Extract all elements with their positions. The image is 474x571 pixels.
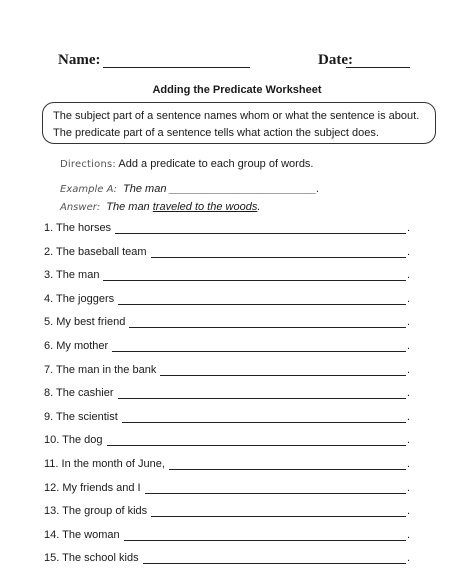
item-prompt: 15. The school kids xyxy=(44,552,139,564)
worksheet-item xyxy=(44,340,410,354)
answer-line[interactable] xyxy=(169,469,406,470)
example-label: Example A: xyxy=(60,184,117,195)
answer-line[interactable] xyxy=(112,351,406,352)
item-prompt: 11. In the month of June, xyxy=(44,458,165,470)
example-blank: ________________________ xyxy=(169,183,317,195)
answer-end: . xyxy=(257,201,261,213)
answer-line[interactable] xyxy=(124,540,406,541)
directions xyxy=(60,158,314,170)
item-period: . xyxy=(406,482,410,494)
example xyxy=(60,183,319,195)
worksheet-item xyxy=(44,269,410,283)
worksheet-item xyxy=(44,316,410,330)
answer-line[interactable] xyxy=(143,563,406,564)
answer-line[interactable] xyxy=(115,233,406,234)
answer-line[interactable] xyxy=(118,304,406,305)
item-period: . xyxy=(406,411,410,423)
item-prompt: 1. The horses xyxy=(44,222,112,234)
worksheet-item xyxy=(44,482,410,496)
item-period: . xyxy=(406,387,410,399)
answer-line[interactable] xyxy=(129,327,406,328)
answer-line[interactable] xyxy=(107,445,406,446)
answer xyxy=(60,201,260,213)
item-period: . xyxy=(406,340,410,352)
item-prompt: 7. The man in the bank xyxy=(44,364,157,376)
item-period: . xyxy=(406,529,410,541)
item-prompt: 8. The cashier xyxy=(44,387,114,399)
date-label: Date: xyxy=(318,52,353,68)
header-row xyxy=(0,52,474,72)
answer-line[interactable] xyxy=(145,493,406,494)
answer-line[interactable] xyxy=(151,257,406,258)
item-period: . xyxy=(406,293,410,305)
item-prompt: 10. The dog xyxy=(44,434,103,446)
answer-line[interactable] xyxy=(160,375,406,376)
item-period: . xyxy=(406,434,410,446)
item-period: . xyxy=(406,364,410,376)
worksheet-item xyxy=(44,387,410,401)
name-field[interactable] xyxy=(103,67,250,68)
worksheet-item xyxy=(44,434,410,448)
item-prompt: 4. The joggers xyxy=(44,293,115,305)
worksheet-item xyxy=(44,505,410,519)
worksheet-item xyxy=(44,222,410,236)
item-period: . xyxy=(406,458,410,470)
worksheet-item xyxy=(44,293,410,307)
item-prompt: 12. My friends and I xyxy=(44,482,141,494)
item-prompt: 3. The man xyxy=(44,269,100,281)
item-prompt: 9. The scientist xyxy=(44,411,118,423)
item-prompt: 5. My best friend xyxy=(44,316,126,328)
info-box: The subject part of a sentence names whom or what the sentence is about. The predicate part of a sentence tells what action the subject does. xyxy=(42,102,436,144)
item-period: . xyxy=(406,269,410,281)
worksheet-item xyxy=(44,458,410,472)
answer-prefix: The man xyxy=(106,201,150,213)
worksheet-item xyxy=(44,552,410,566)
worksheet-item xyxy=(44,411,410,425)
worksheet-item xyxy=(44,246,410,260)
item-prompt: 2. The baseball team xyxy=(44,246,147,258)
answer-label: Answer: xyxy=(60,202,101,213)
answer-predicate: traveled to the woods xyxy=(152,201,258,213)
answer-line[interactable] xyxy=(122,422,406,423)
item-prompt: 13. The group of kids xyxy=(44,505,148,517)
item-period: . xyxy=(406,552,410,564)
worksheet-item xyxy=(44,529,410,543)
name-label: Name: xyxy=(58,52,101,68)
answer-line[interactable] xyxy=(151,516,406,517)
directions-label: Directions: xyxy=(60,159,116,170)
answer-line[interactable] xyxy=(103,280,406,281)
worksheet-title: Adding the Predicate Worksheet xyxy=(152,84,322,96)
item-prompt: 14. The woman xyxy=(44,529,120,541)
item-period: . xyxy=(406,316,410,328)
example-end: . xyxy=(316,183,320,195)
example-text: The man xyxy=(123,183,167,195)
item-prompt: 6. My mother xyxy=(44,340,109,352)
item-period: . xyxy=(406,505,410,517)
item-period: . xyxy=(406,222,410,234)
answer-line[interactable] xyxy=(118,398,406,399)
directions-text: Add a predicate to each group of words. xyxy=(118,158,314,170)
worksheet-item xyxy=(44,364,410,378)
date-field[interactable] xyxy=(346,67,410,68)
item-period: . xyxy=(406,246,410,258)
